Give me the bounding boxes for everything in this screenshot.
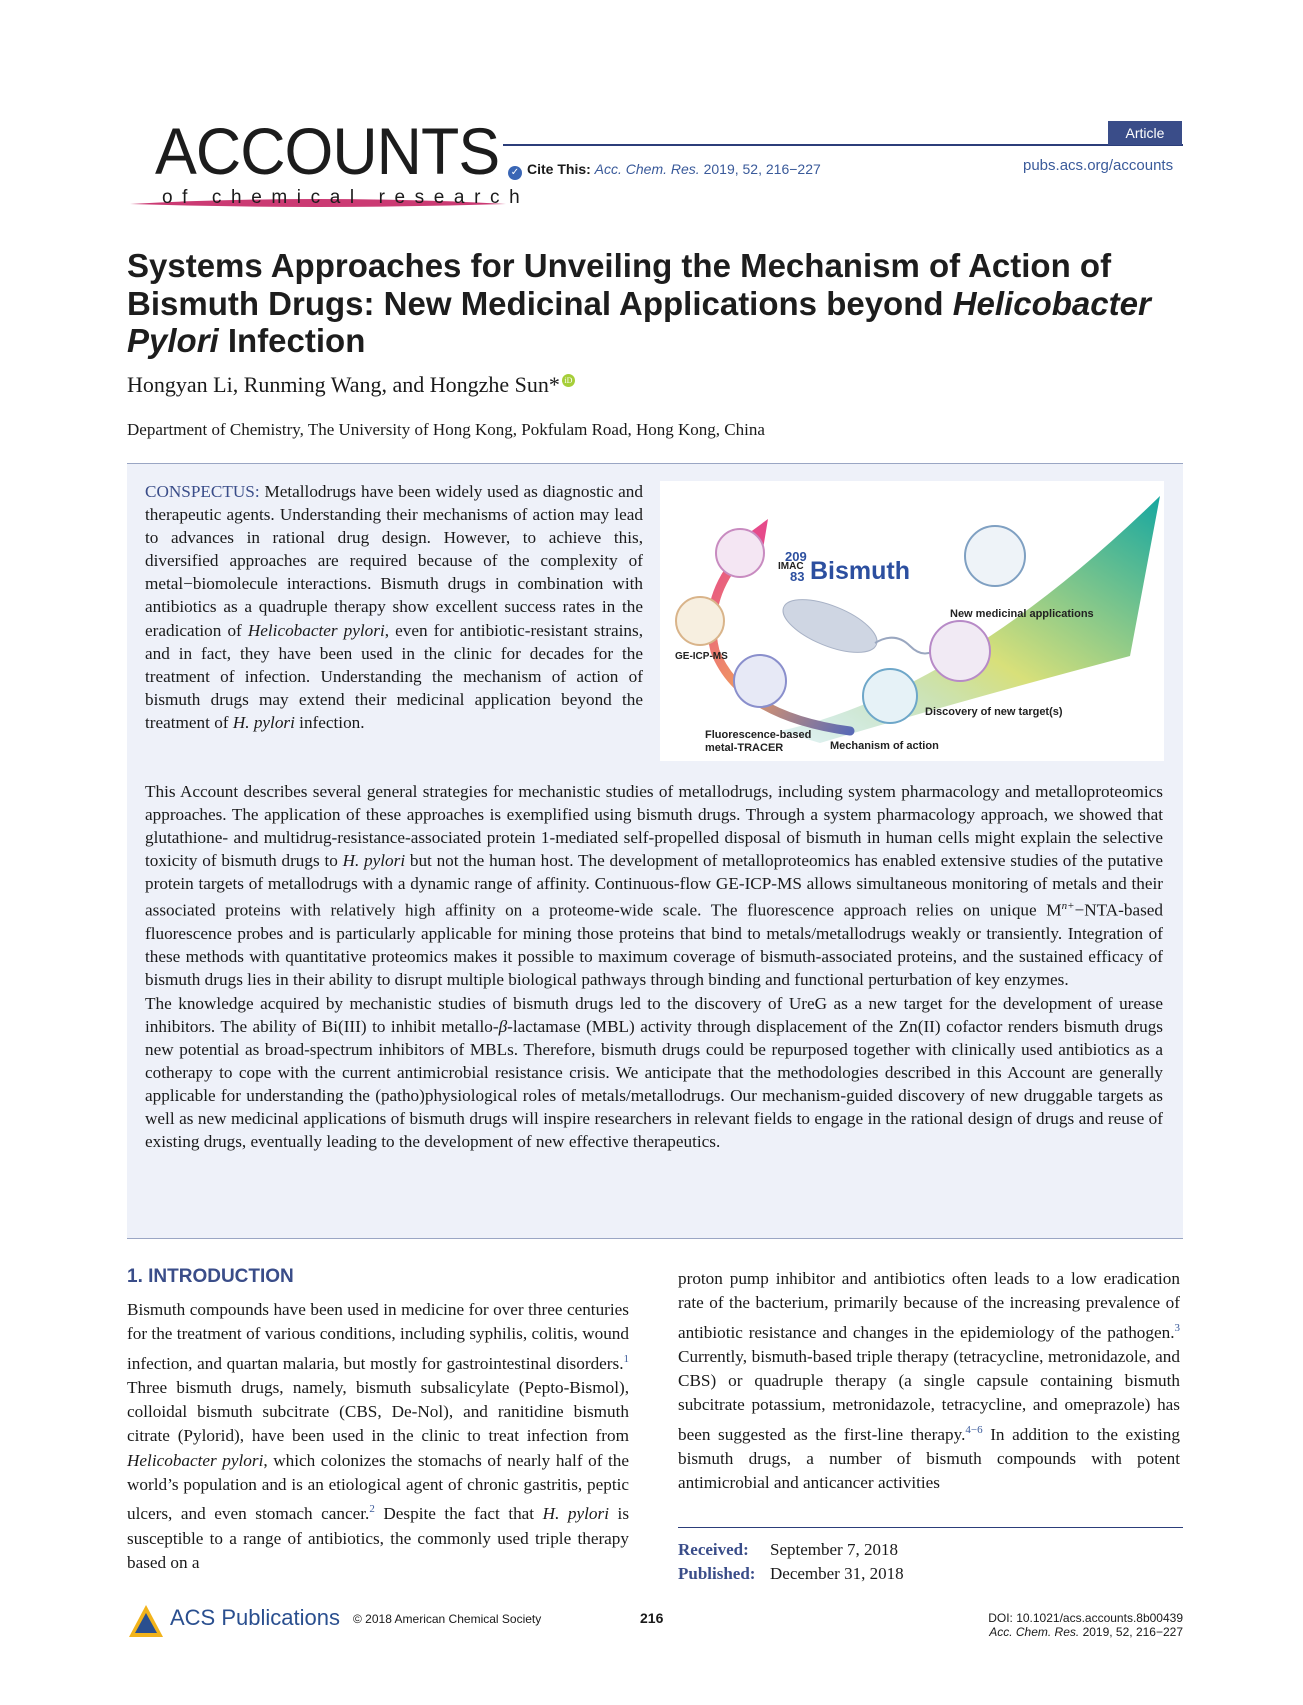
ref-link[interactable]: 3 [1174,1321,1180,1334]
publisher-name[interactable]: ACS Publications [170,1605,340,1630]
cite-this[interactable]: ✓ Cite This: Acc. Chem. Res. 2019, 52, 216−227 [508,161,821,180]
article-title: Systems Approaches for Unveiling the Mechanism of Action of Bismuth Drugs: New Medicinal Applications beyond Helicobacter Pylori Infection [127,247,1151,359]
application-node-icon [965,526,1025,586]
conspectus-paragraph-3: The knowledge acquired by mechanistic studies of bismuth drugs led to the discovery of UreG as a new target for the development of urease inhibitors. The ability of Bi(III) to inhibit metallo-β-lactamase (MBL) activity through displacement of the Zn(II) cofactor renders bismuth drugs new potential as broad-spectrum inhibitors of MBLs. Therefore, bismuth drugs could be repurposed together with clinically used antibiotics as a cotherapy to cope with the current antimicrobial resistance crisis. We anticipate that the methodologies described in this Account are generally applicable for understanding the (patho)physiological roles of metals/metallodrugs. Our mechanism-guided discovery of new druggable targets as well as new medicinal applications of bismuth drugs will inspire researchers in relevant fields to engage in the rational design of drugs and reuse of existing drugs, eventually leading to the development of new effective therapeutics. [145,993,1163,1152]
ref-link[interactable]: 4−6 [965,1423,983,1436]
label-discovery: Discovery of new target(s) [925,706,1063,718]
page-number: 216 [640,1610,664,1626]
label-geicpms: GE-ICP-MS [675,651,728,662]
label-new-medicinal: New medicinal applications [950,608,1094,620]
bacterium-icon [776,589,884,664]
orcid-icon[interactable]: iD [562,374,575,387]
intro-right-column: proton pump inhibitor and antibiotics often leads to a low eradication rate of the bacterium, primarily because of the increasing prevalence of antibiotic resistance and changes in the epidemiology of the pathogen.$^3$ Currently, bismuth-based triple therapy (tetracycline, metronidazole, and CBS) or quadruple therapy (a single capsule containing bismuth subcitrate potassium, metronidazole, tetracycline, and omeprazole) has been suggested as the first-line therapy.$^{4-6}$ In addition to the existing bismuth drugs, a number of bismuth compounds with potent antimicrobial and anticancer activities [678,1269,1180,1493]
copyright: © 2018 American Chemical Society [353,1612,542,1626]
header-rule [503,144,1183,146]
check-icon: ✓ [508,166,522,180]
label-element: Bismuth [810,557,910,585]
mechanism-node-icon [863,669,917,723]
dates-rule [678,1527,1183,1528]
journal-logo-subtitle: of chemical research [162,187,530,208]
doi-link[interactable]: DOI: 10.1021/acs.accounts.8b00439 [988,1611,1183,1625]
label-atomic: 83 [790,569,805,584]
imac-node-icon [716,529,764,577]
toc-graphic-svg [660,481,1164,761]
conspectus-paragraphs [145,780,1163,1153]
conspectus-paragraph-2: This Account describes several general strategies for mechanistic studies of metallodrugs, including system pharmacology and metalloproteomics approaches. The application of these approaches is exemplified using bismuth drugs. Through a system pharmacology approach, we showed that glutathione- and multidrug-resistance-associated protein 1-mediated self-propelled disposal of bismuth in human cells might explain the selective toxicity of bismuth drugs to H. pylori but not the human host. The development of metalloproteomics has enabled extensive studies of the putative protein targets of metallodrugs with a dynamic range of affinity. Continuous-flow GE-ICP-MS allows simultaneous monitoring of metals and their associated proteins with relatively high affinity on a proteome-wide scale. The fluorescence approach relies on unique $M^{n+}-NTA$-based fluorescence probes and is particularly applicable for mining those proteins that bind to metals/metallodrugs weakly or transiently. Integration of these methods with quantitative proteomics makes it possible to maximum coverage of bismuth-associated proteins, and the sustained efficacy of bismuth drugs lies in their ability to disrupt multiple biological pathways through binding and functional perturbation of key enzymes. [145,782,1163,990]
ref-link[interactable]: 2 [369,1503,375,1516]
fluorescence-node-icon [734,655,786,707]
section-heading-introduction: 1. INTRODUCTION [127,1266,294,1287]
label-mass: 209 [785,549,807,564]
toc-graphic [660,481,1164,761]
affiliation: Department of Chemistry, The University of Hong Kong, Pokfulam Road, Hong Kong, China [127,420,765,439]
article-dates: Received: September 7, 2018 Published: December 31, 2018 [678,1540,904,1583]
target-node-icon [930,621,990,681]
article-type-badge: Article [1108,121,1182,145]
label-imac: IMAC [778,561,804,572]
acs-logo-icon [127,1603,165,1641]
label-fluor-2: metal-TRACER [705,742,784,754]
conspectus-paragraph-1: CONSPECTUS: Metallodrugs have been widely used as diagnostic and therapeutic agents. Understanding their mechanisms of action may lead to advances in rational drug design. However, to achieve this, diversified approaches are required because of the complexity of metal−biomolecule interactions. Bismuth drugs in combination with antibiotics as a quadruple therapy show excellent success rates in the eradication of Helicobacter pylori, even for antibiotic-resistant strains, and in fact, they have been used in the clinic for decades for the treatment of infection. Understanding the mechanism of action of bismuth drugs may extend their medicinal application beyond the treatment of H. pylori infection. [145,482,643,732]
doi-citation: DOI: 10.1021/acs.accounts.8b00439 Acc. Chem. Res. 2019, 52, 216−227 [900,1611,1183,1639]
label-fluor-1: Fluorescence-based [705,729,812,741]
author-list[interactable]: Hongyan Li, Runming Wang, and Hongzhe Sun* iD [127,372,575,398]
geicpms-node-icon [676,597,724,645]
ref-link[interactable]: 1 [623,1352,629,1365]
journal-logo: ACCOUNTS [155,114,500,188]
journal-site-link[interactable]: pubs.acs.org/accounts [1023,157,1174,174]
label-mechanism: Mechanism of action [830,740,939,752]
intro-left-column: Bismuth compounds have been used in medicine for over three centuries for the treatment of various conditions, including syphilis, colitis, wound infection, and quartan malaria, but mostly for gastrointestinal disorders.$^1$ Three bismuth drugs, namely, bismuth subsalicylate (Pepto-Bismol), colloidal bismuth subcitrate (CBS, De-Nol), and ranitidine bismuth citrate (Pylorid), have been used in the clinic to treat infection from Helicobacter pylori, which colonizes the stomachs of nearly half of the world’s population and is an etiological agent of chronic gastritis, peptic ulcers, and even stomach cancer.$^2$ Despite the fact that H. pylori is susceptible to a range of antibiotics, the commonly used triple therapy based on a [127,1300,630,1572]
